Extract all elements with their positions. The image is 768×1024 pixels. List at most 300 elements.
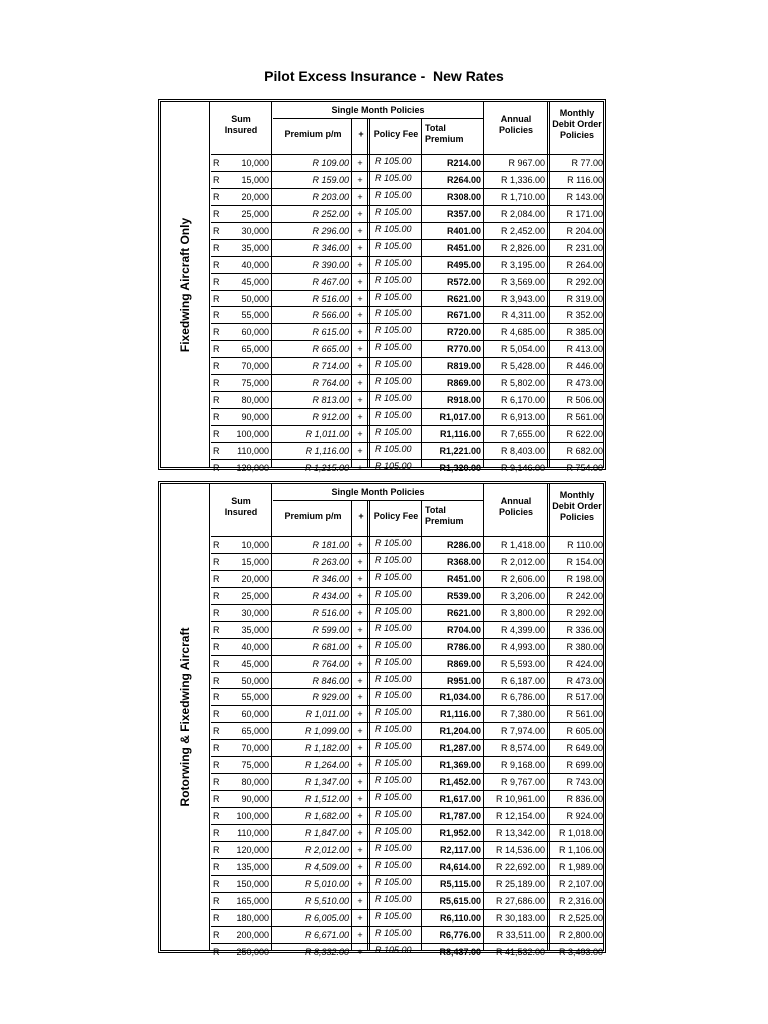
sum-insured-cell: 60,000 [241, 327, 269, 338]
column-divider [549, 484, 550, 950]
currency-cell: R [213, 878, 220, 889]
policy-fee-cell: R 105.00 [375, 893, 412, 904]
monthly-policy-cell: R 561.00 [566, 412, 603, 423]
currency-cell: R [213, 692, 220, 703]
monthly-policy-cell: R 264.00 [566, 259, 603, 270]
table-row [211, 791, 603, 808]
plus-cell: + [357, 242, 363, 253]
table-frame [160, 483, 604, 957]
policy-fee-cell: R 105.00 [375, 825, 412, 836]
policy-fee-cell: R 105.00 [375, 460, 412, 471]
single-month-header: Single Month Policies [331, 487, 425, 497]
column-divider [547, 102, 548, 467]
plus-header: + [358, 511, 364, 521]
plus-cell: + [357, 344, 363, 355]
currency-cell: R [213, 259, 220, 270]
plus-cell: + [357, 310, 363, 321]
table-row [211, 689, 603, 706]
annual-policy-cell: R 2,012.00 [500, 556, 545, 567]
premium-cell: R 159.00 [312, 174, 349, 185]
sum-insured-cell: 120,000 [236, 462, 269, 473]
monthly-policy-cell: R 204.00 [566, 225, 603, 236]
plus-cell: + [357, 895, 363, 906]
sum-insured-cell: 40,000 [241, 641, 269, 652]
sum-insured-cell: 80,000 [241, 777, 269, 788]
policy-fee-cell: R 105.00 [375, 910, 412, 921]
plus-cell: + [357, 929, 363, 940]
policy-fee-cell: R 105.00 [375, 274, 412, 285]
table-header [211, 484, 603, 536]
annual-policy-cell: R 6,786.00 [500, 692, 545, 703]
annual-policy-cell: R 3,800.00 [500, 607, 545, 618]
policy-fee-cell: R 105.00 [375, 876, 412, 887]
total-premium-cell: R1,320.00 [439, 462, 481, 473]
annual-policy-cell: R 1,336.00 [500, 174, 545, 185]
policy-fee-cell: R 105.00 [375, 376, 412, 387]
table-row [211, 426, 603, 443]
monthly-policy-cell: R 473.00 [566, 675, 603, 686]
annual-policy-cell: R 6,170.00 [500, 395, 545, 406]
annual-policy-cell: R 1,418.00 [500, 540, 545, 550]
table-row [211, 443, 603, 460]
plus-cell: + [357, 946, 363, 957]
sum-insured-cell: 100,000 [236, 811, 269, 821]
sum-insured-cell: 70,000 [241, 361, 269, 372]
premium-cell: R 5,510.00 [304, 895, 349, 906]
total-premium-header: Total Premium [425, 123, 464, 144]
monthly-policy-cell: R 473.00 [566, 378, 603, 389]
table-row [211, 307, 603, 324]
monthly-policy-cell: R 2,525.00 [558, 912, 603, 923]
column-divider [367, 501, 368, 950]
premium-cell: R 1,682.00 [304, 811, 349, 821]
table-row [211, 392, 603, 409]
total-premium-cell: R1,204.00 [439, 726, 481, 737]
total-premium-cell: R8,437.00 [439, 946, 481, 957]
plus-cell: + [357, 259, 363, 270]
premium-cell: R 390.00 [312, 259, 349, 270]
plus-cell: + [357, 726, 363, 737]
column-divider [351, 501, 352, 950]
policy-fee-cell: R 105.00 [375, 410, 412, 421]
annual-policy-cell: R 12,154.00 [495, 811, 545, 821]
plus-cell: + [357, 658, 363, 669]
table-row [211, 341, 603, 358]
sum-insured-cell: 60,000 [241, 709, 269, 720]
policy-fee-cell: R 105.00 [375, 605, 412, 616]
total-premium-cell: R6,110.00 [439, 912, 481, 923]
plus-cell: + [357, 462, 363, 473]
total-premium-cell: R720.00 [446, 327, 481, 338]
annual-policy-cell: R 9,146.00 [500, 462, 545, 473]
plus-cell: + [357, 191, 363, 202]
annual-policy-cell: R 4,685.00 [500, 327, 545, 338]
annual-policy-cell: R 4,311.00 [501, 310, 545, 321]
currency-cell: R [213, 844, 220, 855]
monthly-policy-cell: R 336.00 [566, 624, 603, 635]
monthly-policy-cell: R 231.00 [566, 242, 603, 253]
currency-cell: R [213, 794, 220, 805]
total-premium-cell: R704.00 [446, 624, 481, 635]
table-row [211, 257, 603, 274]
sum-insured-cell: 15,000 [241, 174, 269, 185]
annual-policy-cell: R 27,686.00 [495, 895, 545, 906]
premium-cell: R 1,116.00 [305, 445, 349, 456]
currency-cell: R [213, 556, 220, 567]
annual-policy-cell: R 13,342.00 [495, 827, 545, 838]
plus-cell: + [357, 624, 363, 635]
currency-cell: R [213, 946, 220, 957]
policy-fee-cell: R 105.00 [375, 571, 412, 582]
monthly-policy-cell: R 143.00 [566, 191, 603, 202]
policy-fee-cell: R 105.00 [375, 792, 412, 803]
monthly-policy-cell: R 1,018.00 [558, 827, 603, 838]
premium-cell: R 516.00 [312, 607, 349, 618]
premium-cell: R 1,011.00 [305, 709, 349, 720]
policy-fee-cell: R 105.00 [375, 673, 412, 684]
premium-cell: R 929.00 [312, 692, 349, 703]
premium-cell: R 764.00 [312, 658, 349, 669]
policy-fee-cell: R 105.00 [375, 758, 412, 769]
currency-cell: R [213, 675, 220, 686]
sum-insured-cell: 55,000 [241, 310, 269, 321]
total-premium-cell: R308.00 [446, 191, 481, 202]
plus-cell: + [357, 573, 363, 584]
currency-cell: R [213, 327, 220, 338]
plus-cell: + [357, 709, 363, 720]
currency-cell: R [213, 573, 220, 584]
table-row [211, 240, 603, 257]
currency-cell: R [213, 709, 220, 720]
currency-cell: R [213, 743, 220, 754]
table-row [211, 206, 603, 223]
sum-insured-cell: 180,000 [236, 912, 269, 923]
column-divider [549, 102, 550, 467]
total-premium-cell: R495.00 [446, 259, 481, 270]
currency-cell: R [213, 174, 220, 185]
currency-cell: R [213, 276, 220, 287]
policy-fee-cell: R 105.00 [375, 308, 412, 319]
table-row [211, 774, 603, 791]
column-divider [367, 119, 368, 467]
annual-policy-cell: R 5,428.00 [500, 361, 545, 372]
policy-fee-cell: R 105.00 [375, 240, 412, 251]
currency-cell: R [213, 726, 220, 737]
plus-cell: + [357, 794, 363, 805]
column-divider [351, 119, 352, 467]
annual-policy-cell: R 14,536.00 [495, 844, 545, 855]
annual-policy-cell: R 5,054.00 [500, 344, 545, 355]
monthly-policy-cell: R 754.00 [566, 462, 603, 473]
table-row [211, 859, 603, 876]
annual-policies-header: Annual Policies [498, 496, 534, 517]
policy-fee-cell: R 105.00 [375, 622, 412, 633]
plus-cell: + [357, 844, 363, 855]
single-month-divider [273, 118, 483, 119]
table-row [211, 588, 603, 605]
sum-insured-cell: 135,000 [236, 861, 269, 872]
monthly-policy-cell: R 2,107.00 [558, 878, 603, 889]
monthly-policy-cell: R 605.00 [566, 726, 603, 737]
plus-cell: + [357, 412, 363, 423]
sum-insured-cell: 65,000 [241, 726, 269, 737]
table-body [211, 154, 603, 473]
plus-cell: + [357, 378, 363, 389]
premium-cell: R 263.00 [312, 556, 349, 567]
table-row [211, 409, 603, 426]
sum-insured-cell: 15,000 [241, 556, 269, 567]
monthly-policy-cell: R 446.00 [566, 361, 603, 372]
premium-cell: R 846.00 [312, 675, 349, 686]
table-row [211, 155, 603, 172]
currency-cell: R [213, 310, 220, 321]
annual-policy-cell: R 3,569.00 [500, 276, 545, 287]
sum-insured-cell: 90,000 [241, 412, 269, 423]
document-title: Pilot Excess Insurance - New Rates [264, 68, 504, 84]
sum-insured-cell: 110,000 [237, 827, 269, 838]
total-premium-cell: R918.00 [446, 395, 481, 406]
total-premium-cell: R819.00 [446, 361, 481, 372]
total-premium-cell: R869.00 [446, 658, 481, 669]
plus-cell: + [357, 861, 363, 872]
policy-fee-cell: R 105.00 [375, 842, 412, 853]
annual-policy-cell: R 3,943.00 [500, 293, 545, 304]
currency-cell: R [213, 912, 220, 923]
monthly-policy-cell: R 517.00 [566, 692, 603, 703]
plus-cell: + [357, 827, 363, 838]
currency-cell: R [213, 344, 220, 355]
premium-cell: R 566.00 [312, 310, 349, 321]
sum-insured-header: Sum Insured [224, 496, 258, 517]
monthly-policy-cell: R 110.00 [567, 540, 603, 550]
policy-fee-cell: R 105.00 [375, 342, 412, 353]
policy-fee-cell: R 105.00 [375, 588, 412, 599]
table-row [211, 223, 603, 240]
currency-cell: R [213, 811, 220, 821]
monthly-policy-cell: R 924.00 [566, 811, 603, 821]
table-row [211, 740, 603, 757]
premium-cell: R 1,264.00 [304, 760, 349, 771]
premium-cell: R 6,005.00 [304, 912, 349, 923]
currency-cell: R [213, 641, 220, 652]
column-divider [369, 119, 370, 467]
annual-policy-cell: R 5,593.00 [500, 658, 545, 669]
annual-policy-cell: R 3,195.00 [500, 259, 545, 270]
policy-fee-cell: R 105.00 [375, 690, 412, 701]
policy-fee-cell: R 105.00 [375, 291, 412, 302]
total-premium-cell: R368.00 [446, 556, 481, 567]
annual-policy-cell: R 25,189.00 [495, 878, 545, 889]
monthly-policy-cell: R 171.00 [566, 208, 603, 219]
rotorwing-fixedwing-rates-table [158, 481, 606, 957]
total-premium-cell: R357.00 [446, 208, 481, 219]
total-premium-cell: R1,787.00 [439, 811, 481, 821]
policy-fee-cell: R 105.00 [375, 257, 412, 268]
table-row [211, 554, 603, 571]
currency-cell: R [213, 395, 220, 406]
table-row [211, 358, 603, 375]
premium-cell: R 1,847.00 [304, 827, 349, 838]
premium-cell: R 599.00 [312, 624, 349, 635]
currency-cell: R [213, 361, 220, 372]
table-row [211, 622, 603, 639]
sum-insured-cell: 55,000 [241, 692, 269, 703]
total-premium-cell: R1,221.00 [439, 445, 481, 456]
total-premium-cell: R214.00 [446, 158, 481, 168]
currency-cell: R [213, 590, 220, 601]
total-premium-cell: R671.00 [446, 310, 481, 321]
sum-insured-cell: 30,000 [241, 225, 269, 236]
total-premium-cell: R1,952.00 [439, 827, 481, 838]
annual-policy-cell: R 2,606.00 [500, 573, 545, 584]
premium-cell: R 346.00 [312, 573, 349, 584]
total-premium-cell: R1,116.00 [439, 709, 481, 720]
total-premium-cell: R1,287.00 [439, 743, 481, 754]
table-row [211, 460, 603, 477]
column-divider [421, 119, 422, 467]
premium-cell: R 714.00 [312, 361, 349, 372]
sum-insured-cell: 75,000 [241, 760, 269, 771]
annual-policy-cell: R 1,710.00 [500, 191, 545, 202]
table-category-label-cell [161, 102, 210, 467]
annual-policy-cell: R 22,692.00 [495, 861, 545, 872]
total-premium-cell: R1,017.00 [439, 412, 481, 423]
currency-cell: R [213, 607, 220, 618]
monthly-policy-cell: R 2,800.00 [558, 929, 603, 940]
currency-cell: R [213, 895, 220, 906]
premium-header: Premium p/m [284, 511, 342, 521]
sum-insured-cell: 150,000 [236, 878, 269, 889]
currency-cell: R [213, 861, 220, 872]
total-premium-cell: R869.00 [446, 378, 481, 389]
currency-cell: R [213, 378, 220, 389]
sum-insured-cell: 35,000 [241, 242, 269, 253]
monthly-policy-cell: R 292.00 [566, 607, 603, 618]
policy-fee-cell: R 105.00 [375, 172, 412, 183]
currency-cell: R [213, 777, 220, 788]
premium-cell: R 8,332.00 [304, 946, 349, 957]
annual-policy-cell: R 7,974.00 [500, 726, 545, 737]
premium-header: Premium p/m [284, 129, 342, 139]
table-row [211, 910, 603, 927]
sum-insured-cell: 70,000 [241, 743, 269, 754]
table-row [211, 324, 603, 341]
monthly-policy-cell: R 622.00 [566, 429, 603, 439]
sum-insured-cell: 90,000 [241, 794, 269, 805]
plus-cell: + [357, 590, 363, 601]
monthly-policy-cell: R 77.00 [571, 158, 603, 168]
annual-policy-cell: R 7,655.00 [500, 429, 545, 439]
table-category-label-cell [161, 484, 210, 950]
premium-cell: R 813.00 [312, 395, 349, 406]
premium-cell: R 296.00 [312, 225, 349, 236]
table-category-label: Rotorwing & Fixedwing Aircraft [178, 627, 192, 807]
monthly-policy-cell: R 836.00 [566, 794, 603, 805]
table-category-label: Fixedwing Aircraft Only [178, 217, 192, 352]
total-premium-cell: R2,117.00 [439, 844, 481, 855]
annual-policy-cell: R 10,961.00 [495, 794, 545, 805]
policy-fee-cell: R 105.00 [375, 156, 412, 166]
premium-cell: R 764.00 [312, 378, 349, 389]
monthly-policy-cell: R 3,493.00 [558, 946, 603, 957]
currency-cell: R [213, 225, 220, 236]
policy-fee-header: Policy Fee [373, 511, 419, 521]
total-premium-cell: R951.00 [446, 675, 481, 686]
table-row [211, 375, 603, 392]
plus-cell: + [357, 174, 363, 185]
premium-cell: R 615.00 [312, 327, 349, 338]
premium-cell: R 181.00 [312, 540, 349, 550]
annual-policy-cell: R 2,084.00 [500, 208, 545, 219]
annual-policy-cell: R 4,399.00 [500, 624, 545, 635]
plus-cell: + [357, 276, 363, 287]
sum-insured-header: Sum Insured [224, 114, 258, 135]
table-row [211, 673, 603, 690]
annual-policy-cell: R 967.00 [508, 158, 545, 168]
table-row [211, 172, 603, 189]
policy-fee-cell: R 105.00 [375, 741, 412, 752]
monthly-policy-cell: R 198.00 [566, 573, 603, 584]
sum-insured-cell: 40,000 [241, 259, 269, 270]
currency-cell: R [213, 624, 220, 635]
plus-cell: + [357, 225, 363, 236]
total-premium-cell: R6,776.00 [439, 929, 481, 940]
table-row [211, 605, 603, 622]
sum-insured-cell: 120,000 [236, 844, 269, 855]
table-row [211, 706, 603, 723]
total-premium-header: Total Premium [425, 505, 464, 526]
premium-cell: R 2,012.00 [304, 844, 349, 855]
policy-fee-cell: R 105.00 [375, 538, 412, 548]
premium-cell: R 467.00 [312, 276, 349, 287]
table-row [211, 944, 603, 961]
plus-cell: + [357, 743, 363, 754]
column-divider [369, 501, 370, 950]
sum-insured-cell: 45,000 [241, 276, 269, 287]
annual-policy-cell: R 30,183.00 [495, 912, 545, 923]
plus-cell: + [357, 607, 363, 618]
annual-policy-cell: R 9,168.00 [500, 760, 545, 771]
plus-cell: + [357, 293, 363, 304]
premium-cell: R 5,010.00 [304, 878, 349, 889]
sum-insured-cell: 100,000 [236, 429, 269, 439]
single-month-header: Single Month Policies [331, 105, 425, 115]
table-frame [160, 101, 604, 473]
premium-cell: R 4,509.00 [304, 861, 349, 872]
policy-fee-cell: R 105.00 [375, 656, 412, 667]
sum-insured-cell: 45,000 [241, 658, 269, 669]
annual-policy-cell: R 6,187.00 [500, 675, 545, 686]
plus-cell: + [357, 760, 363, 771]
annual-policy-cell: R 4,993.00 [500, 641, 545, 652]
premium-cell: R 6,671.00 [304, 929, 349, 940]
policy-fee-cell: R 105.00 [375, 859, 412, 870]
premium-cell: R 434.00 [312, 590, 349, 601]
monthly-policy-cell: R 116.00 [567, 174, 603, 185]
monthly-policy-cell: R 380.00 [566, 641, 603, 652]
monthly-policy-cell: R 649.00 [566, 743, 603, 754]
sum-insured-cell: 30,000 [241, 607, 269, 618]
annual-policy-cell: R 5,802.00 [500, 378, 545, 389]
premium-cell: R 1,011.00 [305, 429, 349, 439]
policy-fee-cell: R 105.00 [375, 359, 412, 370]
plus-cell: + [357, 361, 363, 372]
policy-fee-cell: R 105.00 [375, 639, 412, 650]
plus-cell: + [357, 158, 363, 168]
monthly-policy-cell: R 699.00 [566, 760, 603, 771]
premium-cell: R 681.00 [312, 641, 349, 652]
table-row [211, 639, 603, 656]
